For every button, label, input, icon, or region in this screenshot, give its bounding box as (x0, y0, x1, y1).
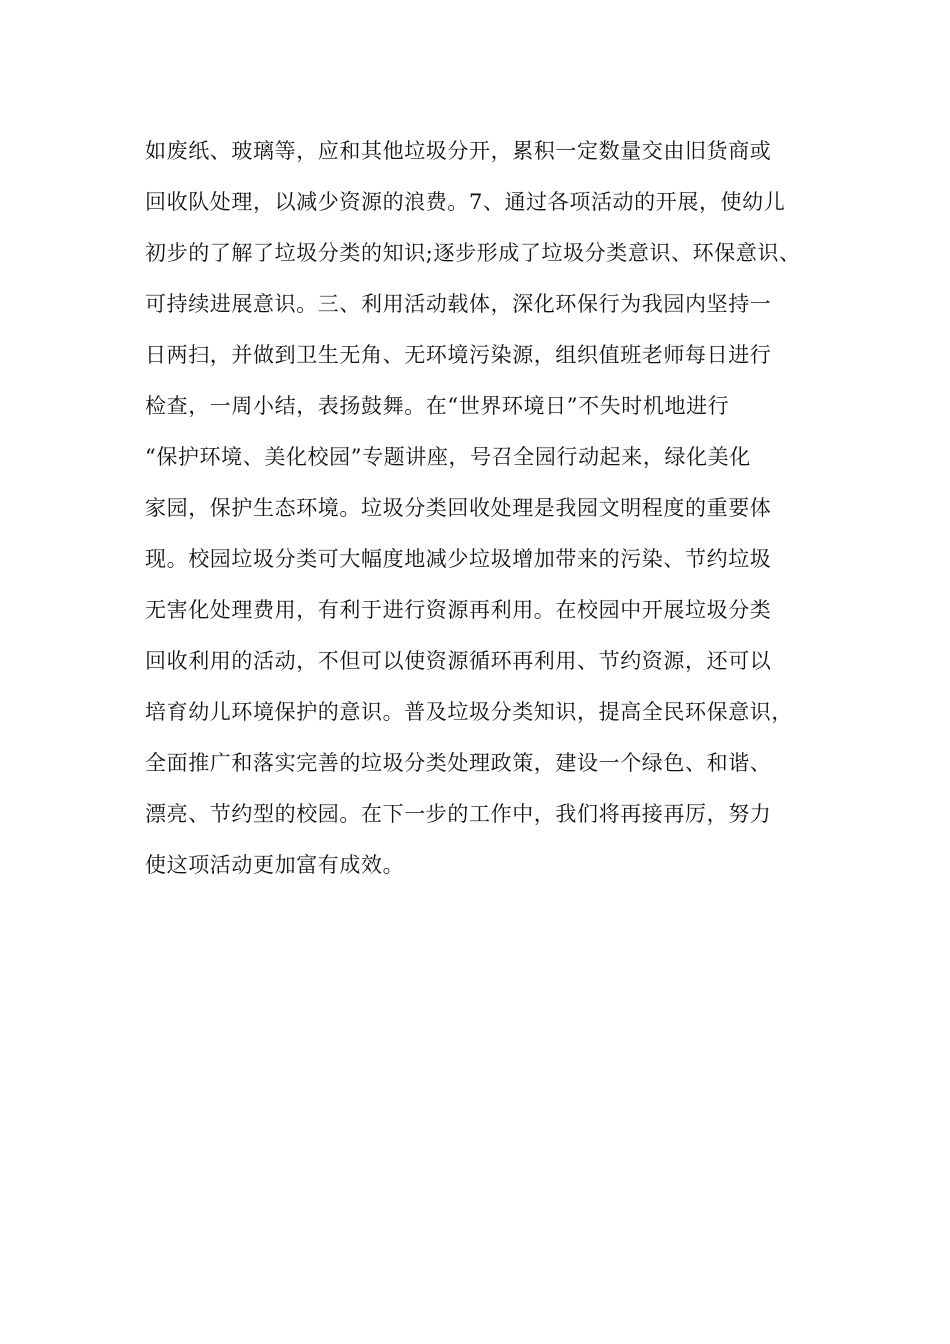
text-line: 漂亮、节约型的校园。在下一步的工作中，我们将再接再厉，努力 (145, 802, 772, 826)
text-line: 无害化处理费用，有利于进行资源再利用。在校园中开展垃圾分类 (145, 598, 772, 622)
text-line: 回收利用的活动，不但可以使资源循环再利用、节约资源，还可以 (145, 649, 772, 673)
text-line: 使这项活动更加富有成效。 (145, 853, 405, 877)
text-line: 回收队处理，以减少资源的浪费。7、通过各项活动的开展，使幼儿 (145, 190, 786, 214)
text-line: 培育幼儿环境保护的意识。普及垃圾分类知识，提高全民环保意识， (145, 700, 793, 724)
text-line: 现。校园垃圾分类可大幅度地减少垃圾增加带来的污染、节约垃圾 (145, 547, 772, 571)
text-line: “保护环境、美化校园”专题讲座，号召全园行动起来，绿化美化 (145, 445, 751, 469)
text-line: 可持续进展意识。三、利用活动载体，深化环保行为我园内坚持一 (145, 292, 772, 316)
text-line: 如废纸、玻璃等，应和其他垃圾分开，累积一定数量交由旧货商或 (145, 139, 772, 163)
text-line: 全面推广和落实完善的垃圾分类处理政策，建设一个绿色、和谐、 (145, 751, 772, 775)
text-line: 检查，一周小结，表扬鼓舞。在“世界环境日”不失时机地进行 (145, 394, 730, 418)
text-line: 初步的了解了垃圾分类的知识;逐步形成了垃圾分类意识、环保意识、 (145, 241, 801, 265)
text-line: 家园，保护生态环境。垃圾分类回收处理是我园文明程度的重要体 (145, 496, 772, 520)
text-line: 日两扫，并做到卫生无角、无环境污染源，组织值班老师每日进行 (145, 343, 772, 367)
